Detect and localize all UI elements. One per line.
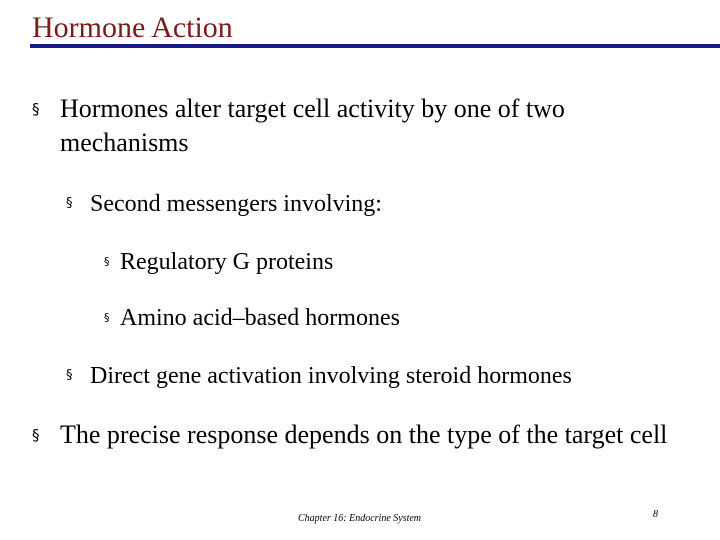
sub-bullet-text: Direct gene activation involving steroid hormones	[90, 363, 572, 389]
square-bullet-icon: §	[66, 196, 73, 211]
sub-sub-bullet-item	[104, 303, 664, 333]
square-bullet-icon: §	[66, 368, 73, 383]
sub-sub-bullet-text: Amino acid–based hormones	[120, 305, 400, 331]
sub-sub-bullet-item	[104, 247, 664, 277]
square-bullet-icon: §	[32, 426, 40, 444]
square-bullet-icon: §	[104, 255, 110, 268]
bullet-text: The precise response depends on the type of the target cell	[60, 420, 668, 449]
page-number: 8	[653, 509, 658, 520]
slide-footer: Chapter 16: Endocrine System	[298, 513, 422, 524]
title-underline	[30, 44, 720, 48]
bullet-item	[32, 92, 672, 160]
bullet-text: Hormones alter target cell activity by one of two mechanisms	[60, 94, 565, 157]
slide-title: Hormone Action	[32, 11, 233, 44]
sub-sub-bullet-text: Regulatory G proteins	[120, 249, 334, 275]
square-bullet-icon: §	[104, 311, 110, 324]
square-bullet-icon: §	[32, 100, 40, 118]
bullet-item	[32, 418, 672, 452]
sub-bullet-text: Second messengers involving:	[90, 191, 382, 217]
sub-bullet-item	[66, 189, 706, 219]
sub-bullet-item	[66, 361, 706, 391]
